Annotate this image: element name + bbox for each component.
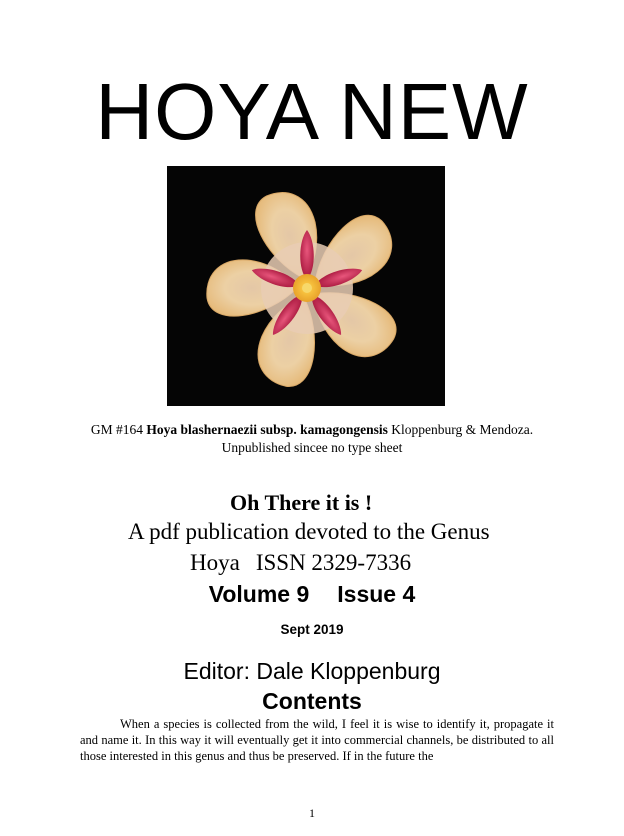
issue-number: Issue 4	[337, 581, 416, 607]
volume-issue-line	[0, 579, 624, 609]
issn-number: ISSN 2329-7336	[255, 550, 412, 575]
issue-date: Sept 2019	[280, 622, 344, 637]
genus-issn-line	[190, 549, 411, 577]
editor-line: Editor: Dale Kloppenburg	[183, 658, 441, 684]
cover-flower-photo	[167, 166, 445, 406]
volume-number: Volume 9	[208, 581, 310, 607]
caption-prefix: GM #164	[90, 422, 147, 437]
caption-suffix: Kloppenburg & Mendoza. Unpublished sincee no type sheet	[221, 422, 534, 455]
masthead-title: HOYA NEW	[95, 67, 529, 156]
publication-description: A pdf publication devoted to the Genus	[128, 519, 490, 544]
page-number: 1	[309, 806, 315, 820]
intro-paragraph: When a species is collected from the wild, I feel it is wise to identify it, propagate it and name it. In this way it will eventually get it into commercial channels, be distributed to all those interested in this genus and thus be preserved. If in the future the	[80, 717, 554, 763]
hoya-flower-photo-icon	[167, 166, 445, 406]
contents-heading: Contents	[262, 688, 362, 714]
photo-caption	[70, 421, 554, 457]
genus-name: Hoya	[190, 550, 240, 575]
caption-species-name: Hoya blashernaezii subsp. kamagongensis	[146, 422, 388, 437]
tagline: Oh There it is !	[230, 490, 373, 515]
